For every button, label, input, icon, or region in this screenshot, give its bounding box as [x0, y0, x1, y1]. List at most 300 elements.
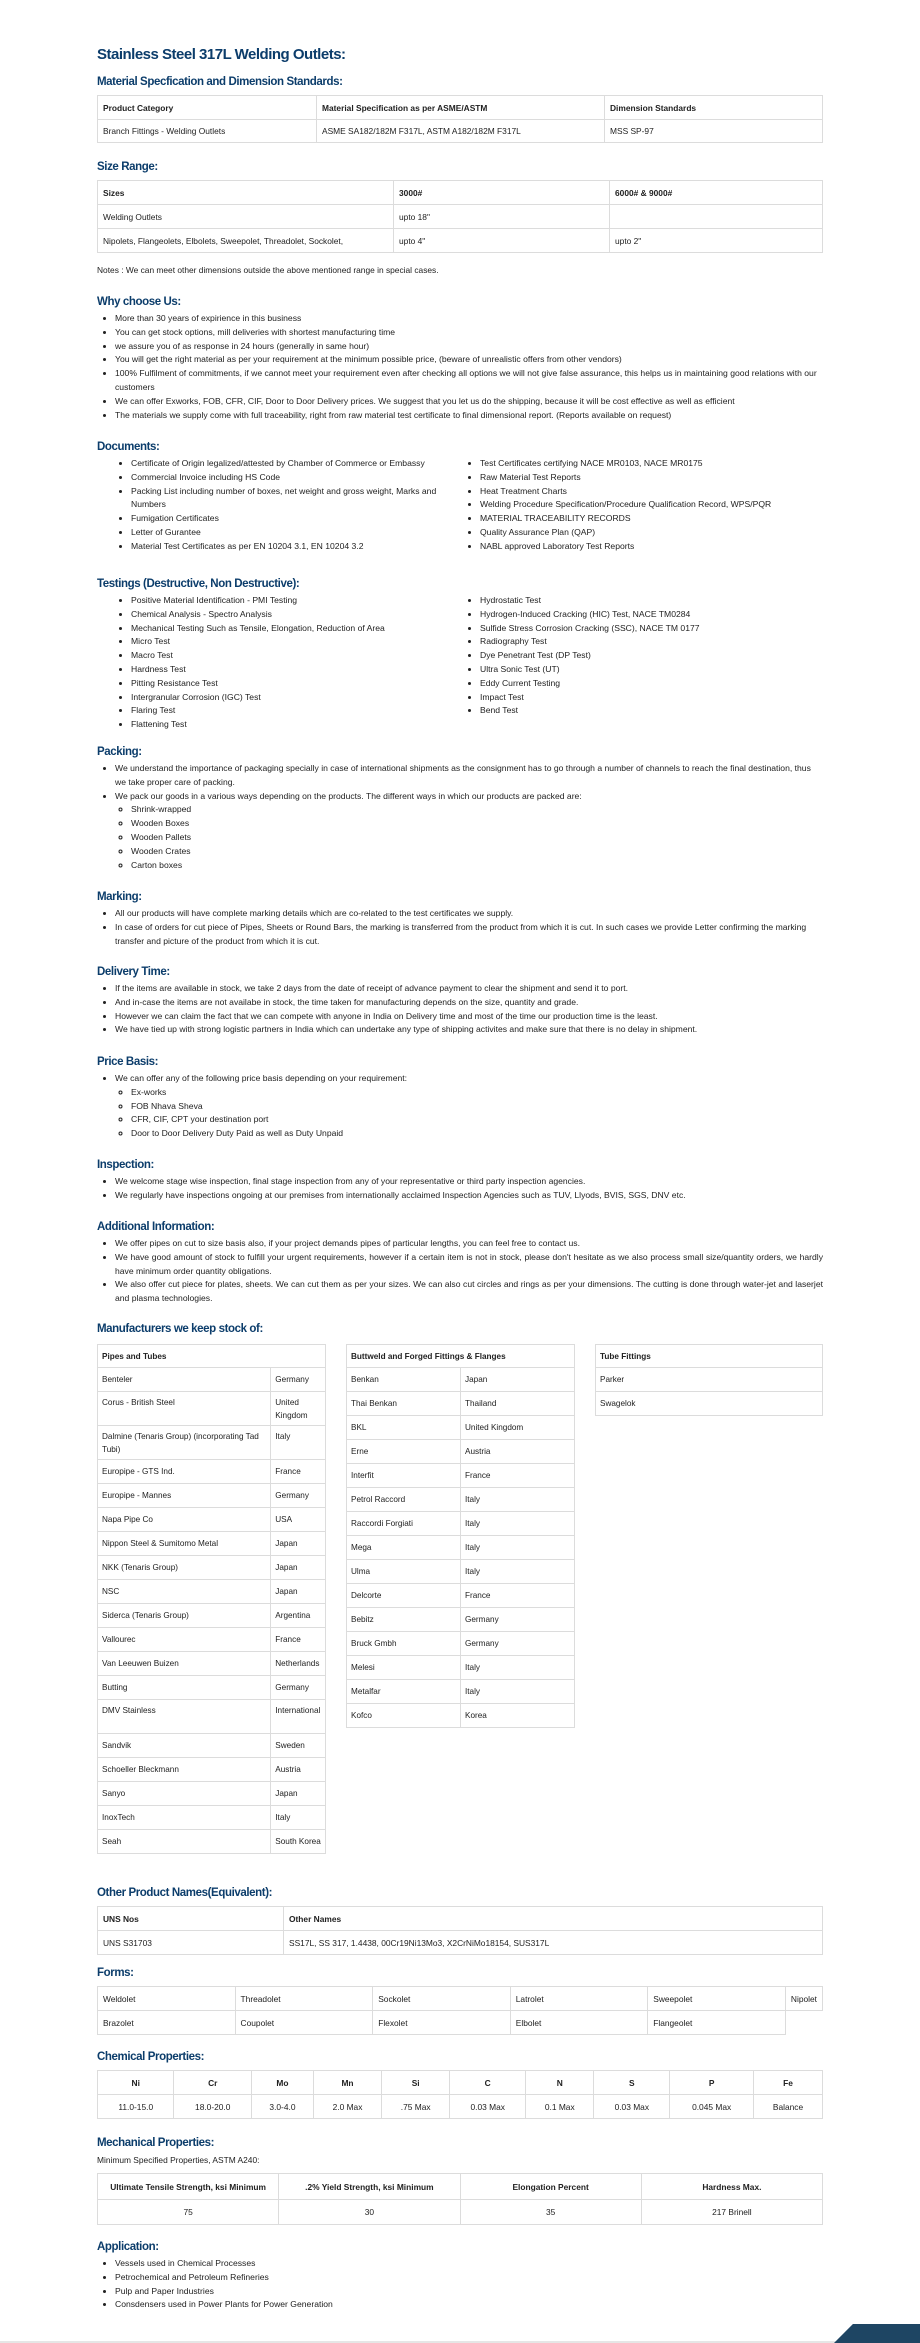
list-item: • Vessels used in Chemical Processes	[115, 2257, 823, 2271]
table-cell: 11.0-15.0	[98, 2095, 174, 2119]
table-row	[347, 1416, 575, 1440]
list-item: • However we can claim the fact that we can compete with anyone in India on Delivery time and most of the time our production time is the least.	[115, 1010, 823, 1024]
table-row	[98, 1628, 326, 1652]
table-cell: Germany	[271, 1484, 326, 1508]
list-item: • You will get the right material as per your requirement at the minimum possible price, (beware of unrealistic offers from other vendors)	[115, 353, 823, 367]
delivery-section	[97, 965, 823, 1037]
table-cell: 0.03 Max	[594, 2095, 670, 2119]
size-range-table	[97, 180, 823, 253]
table-cell: Italy	[461, 1680, 575, 1704]
mechanical-heading: Mechanical Properties:	[97, 2137, 215, 2149]
table-row	[347, 1632, 575, 1656]
table-cell: Argentina	[271, 1604, 326, 1628]
equivalent-heading: Other Product Names(Equivalent):	[97, 1887, 273, 1899]
main-content	[97, 0, 823, 2310]
table-cell: Kofco	[347, 1704, 461, 1728]
marking-section	[97, 890, 823, 948]
chemical-section	[97, 2050, 823, 2119]
table-row	[98, 1392, 326, 1426]
inspection-list	[97, 1175, 823, 1203]
tube-fittings-table	[595, 1344, 823, 1416]
list-item: • Dye Penetrant Test (DP Test)	[480, 649, 823, 663]
list-item: ◦ Shrink-wrapped	[131, 803, 823, 817]
documents-section	[97, 440, 823, 554]
packing-section	[97, 745, 823, 872]
list-item: • Macro Test	[131, 649, 440, 663]
application-section	[97, 2240, 823, 2312]
table-cell: Germany	[271, 1676, 326, 1700]
manufacturers-tables	[97, 1344, 823, 1854]
table-cell: United Kingdom	[271, 1392, 326, 1426]
list-item: • Mechanical Testing Such as Tensile, Elongation, Reduction of Area	[131, 622, 440, 636]
list-item: • Pulp and Paper Industries	[115, 2285, 823, 2299]
list-item: • We understand the importance of packaging specially in case of international shipments as the consignment has to go through a number of channels to reach the final destination, thus we take proper care of packing.	[115, 762, 823, 790]
table-header-row	[98, 1907, 823, 1931]
table-row	[347, 1488, 575, 1512]
table-cell: Butting	[98, 1676, 271, 1700]
table-cell: Italy	[461, 1656, 575, 1680]
table-header: S	[594, 2071, 670, 2095]
table-cell: France	[271, 1460, 326, 1484]
list-item: • And in-case the items are not availabe in stock, the time taken for manufacturing depends on the size, quantity and grade.	[115, 996, 823, 1010]
table-cell: Germany	[271, 1368, 326, 1392]
list-item: • In case of orders for cut piece of Pipes, Sheets or Round Bars, the marking is transferred from the product from which it is cut. In such cases we provide Letter confirming the marking transfer and picture of the product from which it is cut.	[115, 921, 823, 949]
table-cell: Dalmine (Tenaris Group) (incorporating Tad Tubi)	[98, 1426, 271, 1460]
table-header-row	[596, 1345, 823, 1368]
table-cell: Mega	[347, 1536, 461, 1560]
testings-list-left	[97, 594, 460, 732]
delivery-heading: Delivery Time:	[97, 966, 170, 978]
forms-heading: Forms:	[97, 1967, 134, 1979]
table-header-row	[98, 181, 823, 205]
list-item: • We can offer Exworks, FOB, CFR, CIF, Door to Door Delivery prices. We suggest that you let us do the shipping, because it will be cost effective as well as efficient	[115, 395, 823, 409]
table-cell: USA	[271, 1508, 326, 1532]
table-row	[347, 1512, 575, 1536]
manufacturers-heading: Manufacturers we keep stock of:	[97, 1323, 263, 1335]
list-item: • 100% Fulfilment of commitments, if we cannot meet your requirement even after checking all options we will not give false assurance, this helps us in maintaining good relations with our customers	[115, 367, 823, 395]
table-cell: Seah	[98, 1830, 271, 1854]
list-item: • Material Test Certificates as per EN 10204 3.1, EN 10204 3.2	[131, 540, 440, 554]
list-item: ◦ Ex-works	[131, 1086, 823, 1100]
price-section	[97, 1055, 823, 1141]
table-cell: Metalfar	[347, 1680, 461, 1704]
delivery-list	[97, 982, 823, 1037]
table-cell: Austria	[271, 1758, 326, 1782]
table-cell: Siderca (Tenaris Group)	[98, 1604, 271, 1628]
list-item: • Test Certificates certifying NACE MR0103, NACE MR0175	[480, 457, 823, 471]
table-row	[98, 1604, 326, 1628]
table-cell: 75	[98, 2200, 279, 2225]
list-item: • We have good amount of stock to fulfill your urgent requirements, however if a certain item is not in stock, please don't hesitate as we also process small size/quantity orders, we hardly have minimum order quantity obligations.	[115, 1251, 823, 1279]
list-item: • Hardness Test	[131, 663, 440, 677]
table-cell: Japan	[271, 1556, 326, 1580]
table-row	[98, 1368, 326, 1392]
mechanical-subtitle: Minimum Specified Properties, ASTM A240:	[97, 2155, 260, 2165]
table-cell: Vallourec	[98, 1628, 271, 1652]
table-row	[98, 1460, 326, 1484]
table-cell: DMV Stainless	[98, 1700, 271, 1734]
table-row	[98, 1508, 326, 1532]
price-list	[97, 1072, 823, 1141]
documents-list-left	[97, 457, 460, 554]
table-cell: France	[271, 1628, 326, 1652]
list-item: • If the items are available in stock, we take 2 days from the date of receipt of advance payment to clear the shipment and send it to port.	[115, 982, 823, 996]
table-header: C	[450, 2071, 526, 2095]
table-cell: Threadolet	[235, 1987, 373, 2011]
table-cell: 3.0-4.0	[251, 2095, 313, 2119]
table-cell: Welding Outlets	[98, 205, 394, 229]
table-cell: Benteler	[98, 1368, 271, 1392]
table-cell: Bruck Gmbh	[347, 1632, 461, 1656]
list-item: • We regularly have inspections ongoing at our premises from internationally acclaimed Inspection Agencies such as TUV, Llyods, BVIS, SGS, DNV etc.	[115, 1189, 823, 1203]
list-item-text: We pack our goods in a various ways depending on the products. The different ways in which our products are packed are:	[115, 790, 582, 801]
table-header: Sizes	[98, 181, 394, 205]
documents-columns	[97, 457, 823, 554]
table-row	[347, 1560, 575, 1584]
table-row	[98, 1758, 326, 1782]
list-item: • Eddy Current Testing	[480, 677, 823, 691]
table-row	[98, 2174, 823, 2200]
list-item: • we assure you of as response in 24 hours (generally in same hour)	[115, 340, 823, 354]
table-header: UNS Nos	[98, 1907, 284, 1931]
inspection-heading: Inspection:	[97, 1159, 154, 1171]
why-section	[97, 295, 823, 422]
table-row	[596, 1368, 823, 1392]
list-item: • We offer pipes on cut to size basis also, if your project demands pipes of particular lengths, you can feel free to contact us.	[115, 1237, 823, 1251]
list-item: • Raw Material Test Reports	[480, 471, 823, 485]
list-item: • Positive Material Identification - PMI Testing	[131, 594, 440, 608]
table-row	[98, 2200, 823, 2225]
table-cell: Swagelok	[596, 1392, 823, 1416]
table-cell: International	[271, 1700, 326, 1734]
list-item: ◦ CFR, CIF, CPT your destination port	[131, 1113, 823, 1127]
table-cell: 0.03 Max	[450, 2095, 526, 2119]
table-cell: Balance	[753, 2095, 822, 2119]
list-item: • More than 30 years of expirience in this business	[115, 312, 823, 326]
table-row	[98, 1532, 326, 1556]
list-item: • Chemical Analysis - Spectro Analysis	[131, 608, 440, 622]
table-row	[98, 1931, 823, 1955]
table-row	[98, 1806, 326, 1830]
list-item: ◦ Carton boxes	[131, 859, 823, 873]
list-item: • MATERIAL TRACEABILITY RECORDS	[480, 512, 823, 526]
table-cell: Delcorte	[347, 1584, 461, 1608]
table-cell: Japan	[271, 1532, 326, 1556]
table-row	[347, 1584, 575, 1608]
list-item: ◦ Door to Door Delivery Duty Paid as well as Duty Unpaid	[131, 1127, 823, 1141]
table-header-row	[98, 96, 823, 120]
list-item: • Hydrogen-Induced Cracking (HIC) Test, NACE TM0284	[480, 608, 823, 622]
table-header: Mo	[251, 2071, 313, 2095]
documents-heading: Documents:	[97, 441, 160, 453]
table-cell: Petrol Raccord	[347, 1488, 461, 1512]
packing-sub-list	[115, 803, 823, 872]
table-cell	[610, 205, 823, 229]
list-item: • We also offer cut piece for plates, sheets. We can cut them as per your sizes. We can also cut circles and rings as per your dimensions. The cutting is done through water-jet and laserjet and plasma technologies.	[115, 1278, 823, 1306]
table-cell: Italy	[461, 1536, 575, 1560]
table-cell: United Kingdom	[461, 1416, 575, 1440]
table-cell: Europipe - GTS Ind.	[98, 1460, 271, 1484]
table-cell: upto 18"	[394, 205, 610, 229]
table-row	[347, 1368, 575, 1392]
list-item: • Certificate of Origin legalized/attested by Chamber of Commerce or Embassy	[131, 457, 440, 471]
table-row	[347, 1680, 575, 1704]
list-item: • Impact Test	[480, 691, 823, 705]
footer-accent-shape	[834, 2324, 920, 2343]
table-cell: Austria	[461, 1440, 575, 1464]
table-row	[347, 1608, 575, 1632]
table-cell: South Korea	[271, 1830, 326, 1854]
table-cell: upto 2"	[610, 229, 823, 253]
list-item	[115, 1072, 823, 1141]
table-row	[347, 1536, 575, 1560]
table-row	[347, 1440, 575, 1464]
table-cell: Benkan	[347, 1368, 461, 1392]
table-cell: Sanyo	[98, 1782, 271, 1806]
table-header: Material Specification as per ASME/ASTM	[317, 96, 605, 120]
list-item: • Heat Treatment Charts	[480, 485, 823, 499]
table-cell: Elbolet	[510, 2011, 647, 2035]
table-cell: 0.045 Max	[670, 2095, 754, 2119]
table-cell: Nippon Steel & Sumitomo Metal	[98, 1532, 271, 1556]
table-cell: France	[461, 1464, 575, 1488]
table-cell: Italy	[271, 1426, 326, 1460]
table-row	[98, 229, 823, 253]
table-header: Ni	[98, 2071, 174, 2095]
table-row	[98, 1987, 823, 2011]
list-item: • Intergranular Corrosion (IGC) Test	[131, 691, 440, 705]
table-cell: Japan	[271, 1580, 326, 1604]
list-item: • Packing List including number of boxes, net weight and gross weight, Marks and Numbers	[131, 485, 440, 513]
table-header: Hardness Max.	[641, 2174, 822, 2200]
table-header: Cr	[174, 2071, 252, 2095]
table-row	[347, 1656, 575, 1680]
spec-table	[97, 95, 823, 143]
chemical-heading: Chemical Properties:	[97, 2051, 205, 2063]
table-cell: Sweepolet	[648, 1987, 786, 2011]
application-heading: Application:	[97, 2241, 159, 2253]
table-row	[347, 1704, 575, 1728]
size-range-heading: Size Range:	[97, 161, 158, 173]
table-header: Other Names	[284, 1907, 823, 1931]
list-item: ◦ Wooden Boxes	[131, 817, 823, 831]
equivalent-section	[97, 1886, 823, 1955]
list-item: • You can get stock options, mill deliveries with shortest manufacturing time	[115, 326, 823, 340]
table-cell: 2.0 Max	[313, 2095, 381, 2119]
table-row	[98, 2071, 823, 2095]
table-cell: Bebitz	[347, 1608, 461, 1632]
pipes-table	[97, 1344, 326, 1854]
list-item: • Hydrostatic Test	[480, 594, 823, 608]
table-header: Ultimate Tensile Strength, ksi Minimum	[98, 2174, 279, 2200]
list-item: • Consdensers used in Power Plants for Power Generation	[115, 2298, 823, 2312]
table-row	[347, 1392, 575, 1416]
table-header: N	[526, 2071, 594, 2095]
documents-list-right	[460, 457, 823, 554]
packing-list	[97, 762, 823, 872]
table-header: Buttweld and Forged Fittings & Flanges	[347, 1345, 575, 1368]
list-item: • Sulfide Stress Corrosion Cracking (SSC), NACE TM 0177	[480, 622, 823, 636]
table-cell: Schoeller Bleckmann	[98, 1758, 271, 1782]
table-header: Pipes and Tubes	[98, 1345, 326, 1368]
page-title: Stainless Steel 317L Welding Outlets:	[97, 46, 346, 63]
list-item	[115, 790, 823, 873]
table-cell: Sandvik	[98, 1734, 271, 1758]
spec-heading: Material Specfication and Dimension Standards:	[97, 76, 343, 88]
list-item: • Bend Test	[480, 704, 823, 718]
table-header-row	[98, 1345, 326, 1368]
table-cell: Flexolet	[373, 2011, 511, 2035]
why-list	[97, 312, 823, 422]
list-item: • Quality Assurance Plan (QAP)	[480, 526, 823, 540]
table-cell: Italy	[461, 1488, 575, 1512]
table-cell: .75 Max	[382, 2095, 450, 2119]
chemical-table	[97, 2070, 823, 2119]
list-item: • All our products will have complete marking details which are co-related to the test certificates we supply.	[115, 907, 823, 921]
marking-list	[97, 907, 823, 948]
forms-table	[97, 1986, 823, 2035]
list-item: • Petrochemical and Petroleum Refineries	[115, 2271, 823, 2285]
table-cell: Latrolet	[510, 1987, 647, 2011]
list-item: • Fumigation Certificates	[131, 512, 440, 526]
table-header: Si	[382, 2071, 450, 2095]
table-header: Dimension Standards	[605, 96, 823, 120]
table-row	[98, 2095, 823, 2119]
table-row	[98, 1734, 326, 1758]
table-header: 6000# & 9000#	[610, 181, 823, 205]
table-cell: Brazolet	[98, 2011, 236, 2035]
mechanical-section	[97, 2136, 823, 2225]
table-row	[98, 1700, 326, 1734]
table-cell: SS17L, SS 317, 1.4438, 00Cr19Ni13Mo3, X2CrNiMo18154, SUS317L	[284, 1931, 823, 1955]
table-cell: Interfit	[347, 1464, 461, 1488]
table-cell: Japan	[271, 1782, 326, 1806]
table-cell: Van Leeuwen Buizen	[98, 1652, 271, 1676]
table-cell: 18.0-20.0	[174, 2095, 252, 2119]
table-cell: Napa Pipe Co	[98, 1508, 271, 1532]
table-cell: Italy	[461, 1512, 575, 1536]
testings-heading: Testings (Destructive, Non Destructive):	[97, 578, 300, 590]
table-cell: Ulma	[347, 1560, 461, 1584]
table-header: Elongation Percent	[460, 2174, 641, 2200]
table-cell: Italy	[461, 1560, 575, 1584]
table-cell: Thailand	[461, 1392, 575, 1416]
table-row	[98, 1426, 326, 1460]
table-cell: Corus - British Steel	[98, 1392, 271, 1426]
table-row	[98, 2011, 823, 2035]
testings-columns	[97, 594, 823, 732]
table-cell: NKK (Tenaris Group)	[98, 1556, 271, 1580]
list-item: • We have tied up with strong logistic partners in India which can undertake any type of shipping activites and make sure that there is no delay in shipment.	[115, 1023, 823, 1037]
additional-section	[97, 1220, 823, 1306]
list-item: • Commercial Invoice including HS Code	[131, 471, 440, 485]
table-cell: Germany	[461, 1608, 575, 1632]
table-header: Fe	[753, 2071, 822, 2095]
table-cell: Coupolet	[235, 2011, 373, 2035]
list-item: ◦ FOB Nhava Sheva	[131, 1100, 823, 1114]
additional-heading: Additional Information:	[97, 1221, 215, 1233]
spec-section	[97, 75, 823, 143]
size-range-section	[97, 160, 823, 275]
table-cell: Japan	[461, 1368, 575, 1392]
table-row	[98, 1580, 326, 1604]
table-header: .2% Yield Strength, ksi Minimum	[279, 2174, 460, 2200]
table-cell: Nipolet	[785, 1987, 822, 2011]
packing-heading: Packing:	[97, 746, 142, 758]
manufacturers-section	[97, 1322, 823, 1854]
application-list	[97, 2257, 823, 2312]
table-row	[98, 1484, 326, 1508]
table-cell: Thai Benkan	[347, 1392, 461, 1416]
mechanical-table	[97, 2173, 823, 2225]
list-item: ◦ Wooden Crates	[131, 845, 823, 859]
inspection-section	[97, 1158, 823, 1203]
table-row	[98, 1782, 326, 1806]
table-row	[98, 1830, 326, 1854]
table-header: P	[670, 2071, 754, 2095]
list-item: • Radiography Test	[480, 635, 823, 649]
list-item: • NABL approved Laboratory Test Reports	[480, 540, 823, 554]
table-cell: Nipolets, Flangeolets, Elbolets, Sweepolet, Threadolet, Sockolet,	[98, 229, 394, 253]
list-item: • The materials we supply come with full traceability, right from raw material test certificate to final dimensional report. (Reports available on request)	[115, 409, 823, 423]
table-header: Tube Fittings	[596, 1345, 823, 1368]
table-cell: Branch Fittings - Welding Outlets	[98, 120, 317, 143]
marking-heading: Marking:	[97, 891, 142, 903]
list-item: ◦ Wooden Pallets	[131, 831, 823, 845]
table-cell: France	[461, 1584, 575, 1608]
forms-section	[97, 1966, 823, 2035]
table-cell: Germany	[461, 1632, 575, 1656]
table-row	[98, 1556, 326, 1580]
table-cell: Parker	[596, 1368, 823, 1392]
price-sub-list	[115, 1086, 823, 1141]
equivalent-table	[97, 1906, 823, 1955]
list-item: • Letter of Gurantee	[131, 526, 440, 540]
table-row	[596, 1392, 823, 1416]
table-header: Mn	[313, 2071, 381, 2095]
table-cell: Italy	[271, 1806, 326, 1830]
table-cell: ASME SA182/182M F317L, ASTM A182/182M F317L	[317, 120, 605, 143]
list-item: • Micro Test	[131, 635, 440, 649]
list-item: • Flattening Test	[131, 718, 440, 732]
testings-section	[97, 577, 823, 732]
size-range-note: Notes : We can meet other dimensions outside the above mentioned range in special cases.	[97, 265, 439, 275]
table-cell: NSC	[98, 1580, 271, 1604]
testings-list-right	[460, 594, 823, 732]
table-row	[98, 120, 823, 143]
table-cell: 0.1 Max	[526, 2095, 594, 2119]
table-header-row	[347, 1345, 575, 1368]
fittings-table	[346, 1344, 575, 1728]
table-row	[98, 1652, 326, 1676]
table-cell: Erne	[347, 1440, 461, 1464]
table-cell: Melesi	[347, 1656, 461, 1680]
price-heading: Price Basis:	[97, 1056, 159, 1068]
list-item: • Pitting Resistance Test	[131, 677, 440, 691]
table-cell: Sweden	[271, 1734, 326, 1758]
table-row	[98, 205, 823, 229]
table-cell: Netherlands	[271, 1652, 326, 1676]
list-item-text: We can offer any of the following price basis depending on your requirement:	[115, 1073, 408, 1083]
table-cell	[785, 2011, 822, 2035]
table-cell: MSS SP-97	[605, 120, 823, 143]
table-cell: Flangeolet	[648, 2011, 786, 2035]
table-cell: UNS S31703	[98, 1931, 284, 1955]
table-header: Product Category	[98, 96, 317, 120]
table-cell: Korea	[461, 1704, 575, 1728]
list-item: • Ultra Sonic Test (UT)	[480, 663, 823, 677]
list-item: • Flaring Test	[131, 704, 440, 718]
